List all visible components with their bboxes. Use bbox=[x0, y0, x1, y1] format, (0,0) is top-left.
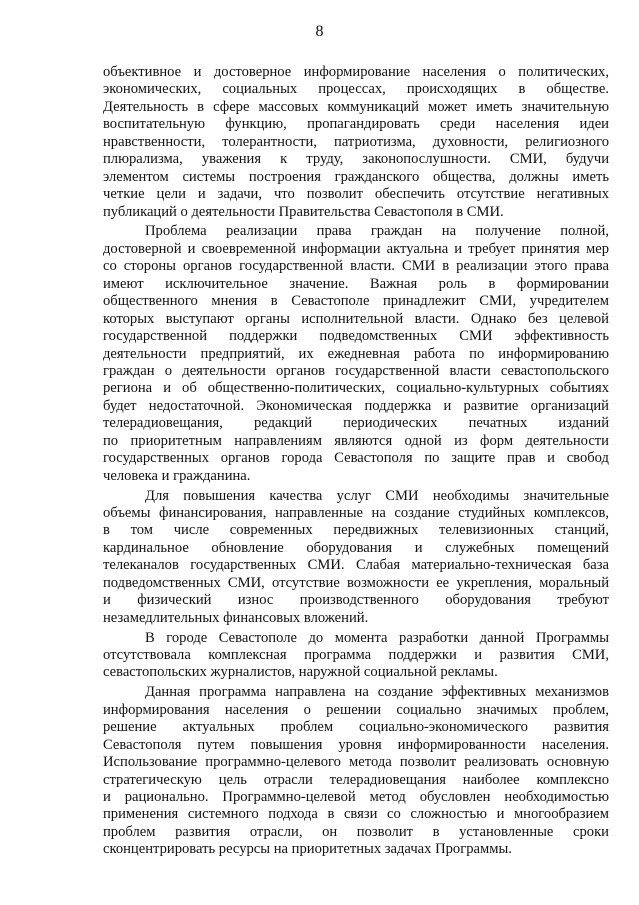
text-line: кардинальное обновление оборудования и служебных помещений bbox=[103, 539, 609, 556]
text-line: по приоритетным направлениям являются одной из форм деятельности bbox=[103, 432, 609, 449]
text-line: объективное и достоверное информирование населения о политических, bbox=[103, 64, 609, 80]
text-line: незамедлительных финансовых вложений. bbox=[103, 609, 369, 626]
text-line: которых выступают органы исполнительной власти. Однако без целевой bbox=[103, 310, 609, 327]
text-line: деятельности предприятий, их ежедневная работа по информированию bbox=[103, 345, 609, 362]
text-line: и физический износ производственного оборудования требуют bbox=[103, 592, 609, 609]
text-line: в том числе современных передвижных телевизионных станций, bbox=[103, 522, 609, 539]
text-line: сконцентрировать ресурсы на приоритетных задачах Программы. bbox=[103, 841, 512, 858]
text-line: государственных органов города Севастополя по защите прав и свобод bbox=[103, 450, 609, 467]
text-line: применения системного подхода в связи со сложностью и многообразием bbox=[103, 806, 609, 823]
document-body bbox=[103, 64, 609, 861]
text-line: Проблема реализации права граждан на получение полной, bbox=[145, 223, 609, 240]
text-line: решение актуальных проблем социально-экономического развития bbox=[103, 719, 609, 736]
text-line: проблем развития отрасли, он позволит в установленные сроки bbox=[103, 823, 609, 840]
text-line: человека и гражданина. bbox=[103, 467, 251, 484]
text-line: будет недостаточной. Экономическая поддержка и развитие организаций bbox=[103, 397, 609, 414]
text-line: граждан о деятельности органов государственной власти севастопольского bbox=[103, 362, 609, 379]
text-line: отсутствовала комплексная программа поддержки и развития СМИ, bbox=[103, 646, 609, 663]
text-line: Севастополя путем повышения уровня информированности населения. bbox=[103, 736, 609, 753]
text-line: стратегическую цель отрасли телерадиовещания наиболее комплексно bbox=[103, 771, 609, 788]
text-line: четкие цели и задачи, что позволит обеспечить отсутствие негативных bbox=[103, 186, 609, 203]
text-line: имеют исключительное значение. Важная роль в формировании bbox=[103, 275, 609, 292]
text-line: Использование программно-целевого метода позволит реализовать основную bbox=[103, 754, 609, 771]
text-line: нравственности, толерантности, патриотизма, духовности, религиозного bbox=[103, 133, 609, 150]
text-line: экономических, социальных процессах, происходящих в обществе. bbox=[103, 81, 609, 98]
paragraph bbox=[103, 488, 609, 628]
text-line: элементом системы построения гражданского общества, должны иметь bbox=[103, 168, 609, 185]
paragraph bbox=[103, 64, 609, 221]
text-line: региона и об общественно-политических, социально-культурных событиях bbox=[103, 380, 609, 397]
text-line: севастопольских журналистов, наружной социальной рекламы. bbox=[103, 664, 498, 681]
page-number: 8 bbox=[315, 23, 324, 40]
text-line: со стороны органов государственной власти. СМИ в реализации этого права bbox=[103, 258, 609, 275]
text-line: публикаций о деятельности Правительства Севастополя в СМИ. bbox=[103, 203, 504, 220]
text-line: В городе Севастополе до момента разработки данной Программы bbox=[145, 629, 609, 646]
text-line: объемы финансирования, направленные на создание студийных комплексов, bbox=[103, 504, 609, 521]
paragraph bbox=[103, 223, 609, 485]
text-line: плюрализма, уважения к труду, законопослушности. СМИ, будучи bbox=[103, 151, 609, 168]
text-line: телеканалов государственных СМИ. Слабая материально-техническая база bbox=[103, 557, 609, 574]
text-line: достоверной и своевременной информации актуальна и требует принятия мер bbox=[103, 240, 609, 257]
text-line: общественного мнения в Севастополе принадлежит СМИ, учредителем bbox=[103, 293, 609, 310]
text-line: информирования населения о решении социально значимых проблем, bbox=[103, 701, 609, 718]
paragraph bbox=[103, 630, 609, 682]
paragraph bbox=[103, 684, 609, 858]
text-line: телерадиовещания, редакций периодических печатных изданий bbox=[103, 415, 609, 432]
text-line: государственной поддержки подведомственных СМИ эффективность bbox=[103, 328, 609, 345]
text-line: Данная программа направлена на создание эффективных механизмов bbox=[145, 684, 609, 701]
text-line: и рационально. Программно-целевой метод обусловлен необходимостью bbox=[103, 788, 609, 805]
text-line: Для повышения качества услуг СМИ необходимы значительные bbox=[145, 487, 609, 504]
text-line: подведомственных СМИ, отсутствие возможности ее укрепления, моральный bbox=[103, 574, 609, 591]
text-line: Деятельность в сфере массовых коммуникаций может иметь значительную bbox=[103, 98, 609, 115]
text-line: воспитательную функцию, пропагандировать среди населения идеи bbox=[103, 116, 609, 133]
